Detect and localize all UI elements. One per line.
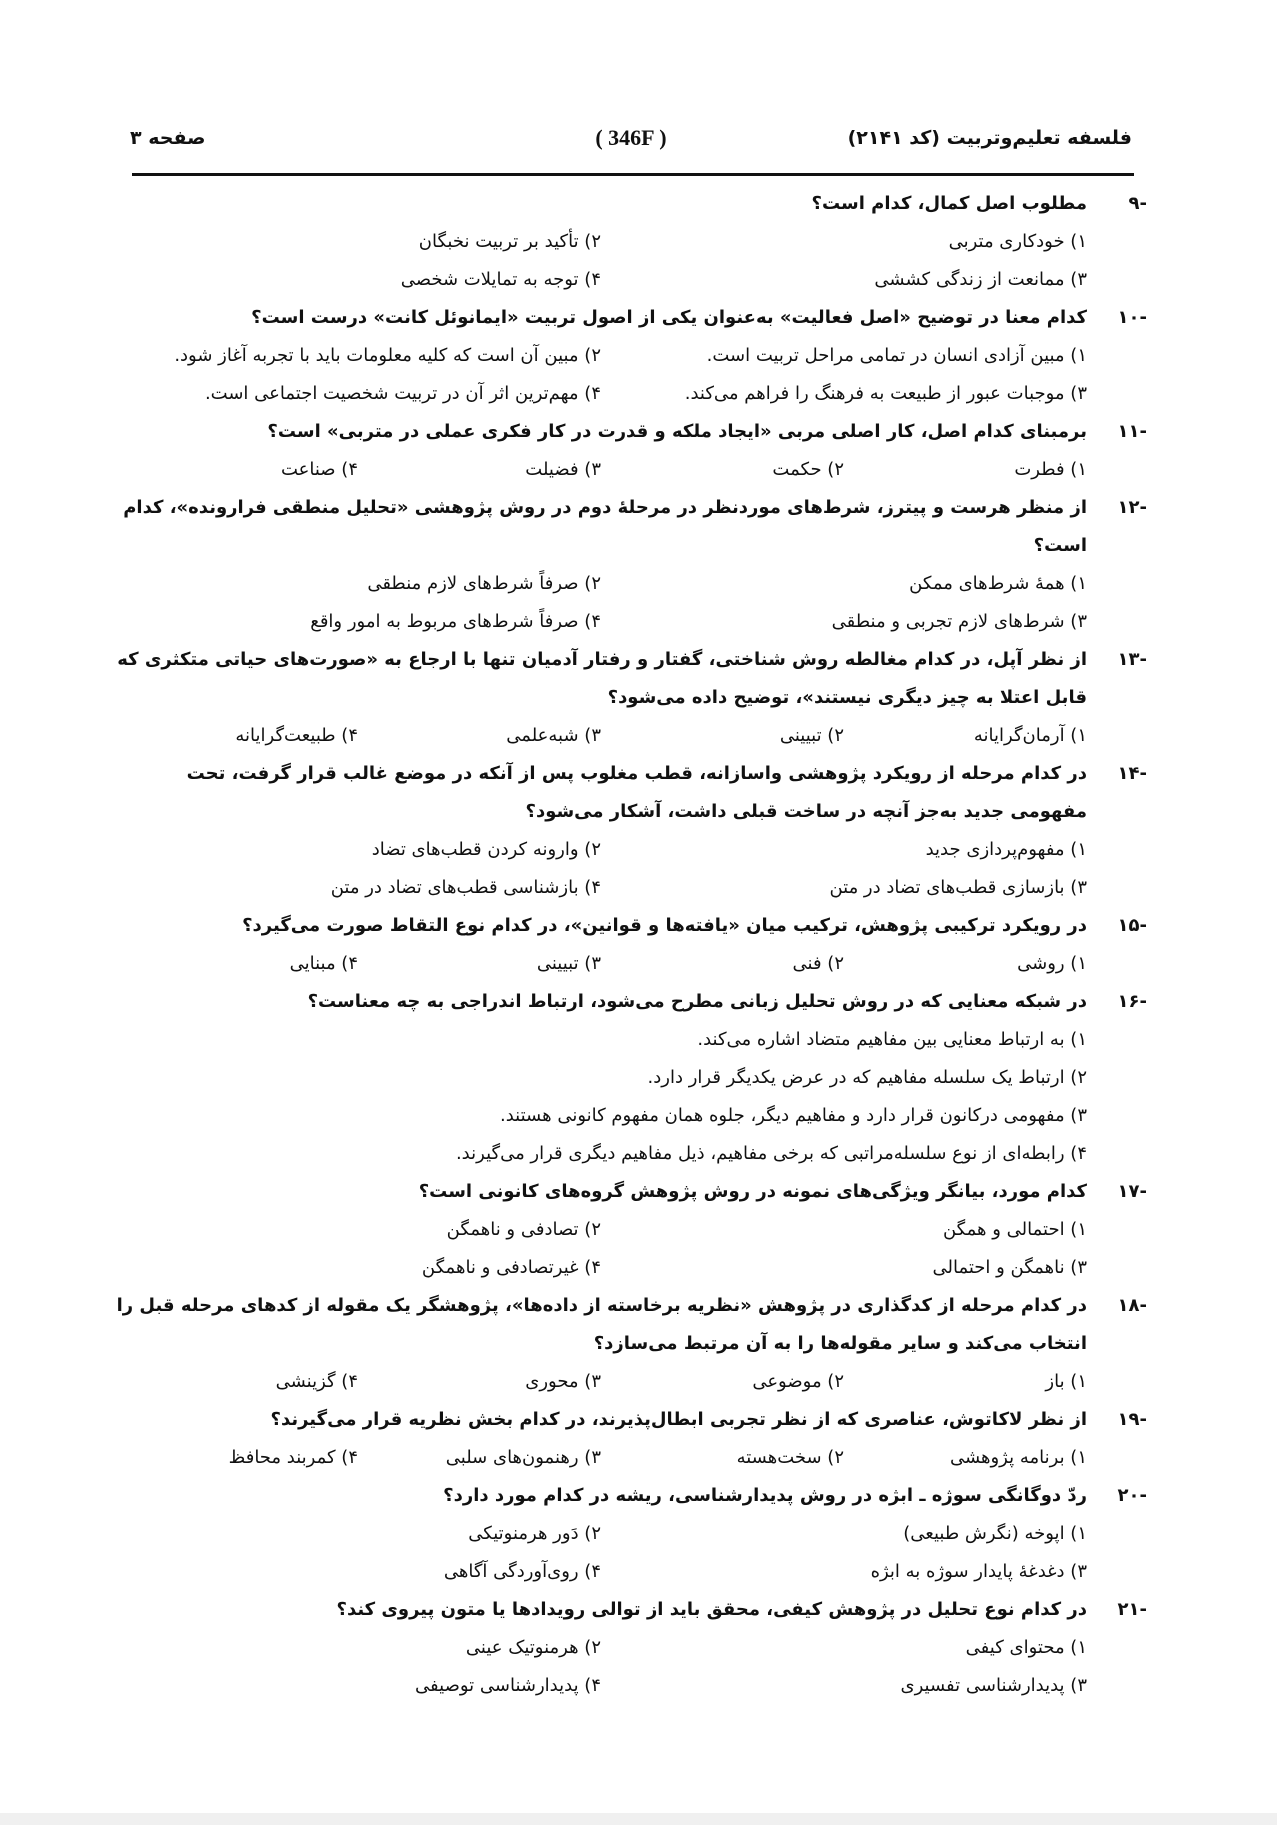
answer-option: ۳) موجبات عبور از طبیعت به فرهنگ را فراهم می‌کند. <box>684 383 1087 404</box>
options-group <box>115 1363 1087 1401</box>
question-text: از نظر لاکاتوش، عناصری که از نظر تجربی ابطال‌پذیرند، در کدام بخش نظریه قرار می‌گیرند؟ <box>270 1409 1087 1430</box>
question-number: -۱۹ <box>1117 1409 1147 1430</box>
answer-option: ۳) شرط‌های لازم تجربی و منطقی <box>831 611 1087 632</box>
answer-option: ۱) خودکاری متربی <box>948 231 1087 252</box>
options-group <box>115 565 1087 641</box>
options-group <box>115 337 1087 413</box>
answer-option: ۲) مبین آن است که کلیه معلومات باید با تجربه آغاز شود. <box>174 345 601 366</box>
header-divider <box>132 173 1134 176</box>
question-text: در رویکرد ترکیبی پژوهش، ترکیب میان «یافته‌ها و قوانین»، در کدام نوع التقاط صورت می‌گیرد؟ <box>242 915 1087 936</box>
question-text: از نظر آپل، در کدام مغالطه روش شناختی، گفتار و رفتار آدمیان تنها با ارجاع به «صورت‌های حیاتی متکثری که قابل اعتلا به چیز دیگری نیستند»، توضیح داده می‌شود؟ <box>117 649 1087 708</box>
questions-list <box>115 185 1147 1705</box>
answer-option: ۴) صرفاً شرط‌های مربوط به امور واقع <box>310 611 601 632</box>
answer-option: ۲) سخت‌هسته <box>736 1447 844 1468</box>
answer-option: ۱) روشی <box>1017 953 1087 974</box>
answer-option: ۴) رابطه‌ای از نوع سلسله‌مراتبی که برخی مفاهیم، ذیل مفاهیم دیگری قرار می‌گیرند. <box>455 1143 1087 1164</box>
answer-option: ۲) ارتباط یک سلسله مفاهیم که در عرض یکدیگر قرار دارد. <box>647 1067 1087 1088</box>
answer-option: ۳) ممانعت از زندگی کششی <box>874 269 1087 290</box>
question-item <box>115 983 1147 1173</box>
question-item <box>115 489 1147 641</box>
answer-option: ۲) صرفاً شرط‌های لازم منطقی <box>367 573 601 594</box>
answer-option: ۲) فنی <box>792 953 844 974</box>
answer-option: ۳) بازسازی قطب‌های تضاد در متن <box>829 877 1087 898</box>
answer-option: ۴) توجه به تمایلات شخصی <box>400 269 601 290</box>
page-number: صفحه ۳ <box>130 127 206 149</box>
answer-option: ۴) روی‌آوردگی آگاهی <box>443 1561 601 1582</box>
exam-title: فلسفه تعلیم‌وتربیت (کد ۲۱۴۱) <box>847 127 1132 149</box>
question-number: -۱۷ <box>1117 1181 1147 1202</box>
answer-option: ۳) ناهمگن و احتمالی <box>932 1257 1087 1278</box>
answer-option: ۳) دغدغهٔ پایدار سوژه به ابژه <box>870 1561 1087 1582</box>
question-text: در شبکه معنایی که در روش تحلیل زبانی مطرح می‌شود، ارتباط اندراجی به چه معناست؟ <box>307 991 1087 1012</box>
answer-option: ۴) بازشناسی قطب‌های تضاد در متن <box>330 877 601 898</box>
question-text: برمبنای کدام اصل، کار اصلی مربی «ایجاد ملکه و قدرت در کار فکری عملی در متربی» است؟ <box>267 421 1087 442</box>
question-text: در کدام مرحله از کدگذاری در پژوهش «نظریه برخاسته از داده‌ها»، پژوهشگر یک مقوله از کدهای مرحله قبل را انتخاب می‌کند و سایر مقوله‌ها را به آن مرتبط می‌سازد؟ <box>116 1295 1087 1354</box>
answer-option: ۱) مبین آزادی انسان در تمامی مراحل تربیت است. <box>706 345 1087 366</box>
question-item <box>115 1477 1147 1591</box>
answer-option: ۱) احتمالی و همگن <box>942 1219 1087 1240</box>
answer-option: ۱) اپوخه (نگرش طبیعی) <box>903 1523 1087 1544</box>
question-item <box>115 641 1147 755</box>
question-item <box>115 1173 1147 1287</box>
options-group <box>115 223 1087 299</box>
question-text: ردّ دوگانگی سوژه ـ ابژه در روش پدیدارشناسی، ریشه در کدام مورد دارد؟ <box>443 1485 1087 1506</box>
question-number: -۹ <box>1128 193 1147 214</box>
answer-option: ۴) صناعت <box>280 459 358 480</box>
answer-option: ۳) تبیینی <box>536 953 601 974</box>
answer-option: ۴) پدیدارشناسی توصیفی <box>415 1675 601 1696</box>
question-number: -۱۳ <box>1117 649 1147 670</box>
answer-option: ۱) محتوای کیفی <box>965 1637 1087 1658</box>
answer-option: ۴) کمربند محافظ <box>228 1447 358 1468</box>
question-item <box>115 1591 1147 1705</box>
answer-option: ۴) مبنایی <box>289 953 358 974</box>
question-item <box>115 755 1147 907</box>
options-group <box>115 831 1087 907</box>
answer-option: ۱) به ارتباط معنایی بین مفاهیم متضاد اشاره می‌کند. <box>697 1029 1087 1050</box>
question-item <box>115 1287 1147 1401</box>
options-group <box>115 1515 1087 1591</box>
question-text: در کدام نوع تحلیل در پژوهش کیفی، محقق باید از توالی رویدادها یا متون پیروی کند؟ <box>336 1599 1087 1620</box>
question-number: -۱۵ <box>1117 915 1147 936</box>
answer-option: ۱) آرمان‌گرایانه <box>973 725 1087 746</box>
question-number: -۲۱ <box>1117 1599 1147 1620</box>
question-item <box>115 299 1147 413</box>
options-group <box>115 1439 1087 1477</box>
answer-option: ۲) دَور هرمنوتیکی <box>468 1523 601 1544</box>
question-item <box>115 185 1147 299</box>
answer-option: ۳) پدیدارشناسی تفسیری <box>900 1675 1087 1696</box>
answer-option: ۱) فطرت <box>1014 459 1087 480</box>
answer-option: ۳) محوری <box>525 1371 601 1392</box>
answer-option: ۴) مهم‌ترین اثر آن در تربیت شخصیت اجتماعی است. <box>204 383 601 404</box>
question-item <box>115 907 1147 983</box>
answer-option: ۴) گزینشی <box>275 1371 358 1392</box>
answer-option: ۳) مفهومی درکانون قرار دارد و مفاهیم دیگر، جلوه همان مفهوم کانونی هستند. <box>500 1105 1087 1126</box>
question-number: -۱۲ <box>1117 497 1147 518</box>
booklet-code: ( 346F ) <box>595 125 667 150</box>
answer-option: ۲) تبیینی <box>779 725 844 746</box>
answer-option: ۳) شبه‌علمی <box>506 725 601 746</box>
question-number: -۱۱ <box>1117 421 1147 442</box>
answer-option: ۲) موضوعی <box>752 1371 844 1392</box>
options-group <box>115 717 1087 755</box>
answer-option: ۱) باز <box>1045 1371 1087 1392</box>
options-group <box>115 1629 1087 1705</box>
question-item <box>115 1401 1147 1477</box>
answer-option: ۲) وارونه کردن قطب‌های تضاد <box>371 839 601 860</box>
question-number: -۱۰ <box>1117 307 1147 328</box>
question-number: -۱۴ <box>1117 763 1147 784</box>
options-group <box>115 1211 1087 1287</box>
answer-option: ۲) تأکید بر تربیت نخبگان <box>418 231 601 252</box>
question-number: -۱۶ <box>1117 991 1147 1012</box>
page-header <box>130 118 1132 158</box>
page-footer-band <box>0 1813 1277 1825</box>
question-text: مطلوب اصل کمال، کدام است؟ <box>811 193 1087 214</box>
question-text: کدام مورد، بیانگر ویژگی‌های نمونه در روش پژوهش گروه‌های کانونی است؟ <box>418 1181 1087 1202</box>
question-number: -۲۰ <box>1117 1485 1147 1506</box>
options-group <box>115 1021 1087 1173</box>
question-text: کدام معنا در توضیح «اصل فعالیت» به‌عنوان یکی از اصول تربیت «ایمانوئل کانت» درست است؟ <box>251 307 1087 328</box>
answer-option: ۴) غیرتصادفی و ناهمگن <box>421 1257 601 1278</box>
question-text: در کدام مرحله از رویکرد پژوهشی واسازانه، قطب مغلوب پس از آنکه در موضع غالب قرار گرفت، تحت مفهومی جدید به‌جز آنچه در ساخت قبلی داشت، آشکار می‌شود؟ <box>186 763 1087 822</box>
answer-option: ۳) فضیلت <box>525 459 601 480</box>
options-group <box>115 451 1087 489</box>
answer-option: ۲) تصادفی و ناهمگن <box>446 1219 601 1240</box>
question-text: از منظر هرست و پیترز، شرط‌های موردنظر در مرحلهٔ دوم در روش پژوهشی «تحلیل منطقی فرارونده»، کدام است؟ <box>123 497 1087 556</box>
answer-option: ۱) برنامه پژوهشی <box>949 1447 1087 1468</box>
answer-option: ۳) رهنمون‌های سلبی <box>445 1447 601 1468</box>
answer-option: ۴) طبیعت‌گرایانه <box>235 725 358 746</box>
answer-option: ۲) حکمت <box>772 459 844 480</box>
answer-option: ۱) مفهوم‌پردازی جدید <box>925 839 1087 860</box>
options-group <box>115 945 1087 983</box>
question-number: -۱۸ <box>1117 1295 1147 1316</box>
answer-option: ۱) همهٔ شرط‌های ممکن <box>909 573 1087 594</box>
answer-option: ۲) هرمنوتیک عینی <box>465 1637 601 1658</box>
question-item <box>115 413 1147 489</box>
